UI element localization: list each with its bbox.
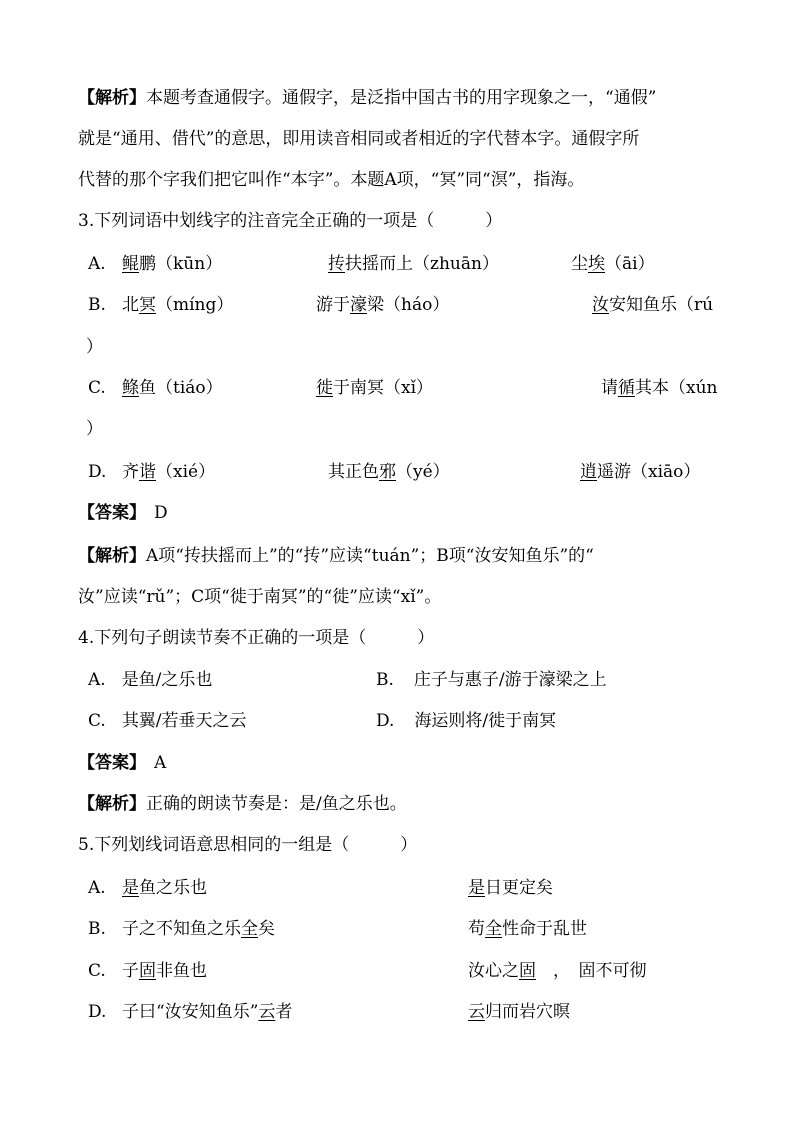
q4-option-c: C. 其翼/若垂天之云	[88, 711, 247, 731]
q5-option-c-letter: C.	[88, 961, 106, 981]
q5-option-a-left: 是鱼之乐也	[122, 878, 207, 898]
q3-option-b-letter: B.	[88, 295, 106, 315]
analysis-text: 本题考查通假字。通假字，是泛指中国古书的用字现象之一，“通假”	[146, 88, 657, 108]
question-3-stem: 3.下列词语中划线字的注音完全正确的一项是（ ）	[78, 211, 503, 231]
q5-option-d-letter: D.	[88, 1002, 107, 1022]
question-4-stem: 4.下列句子朗读节奏不正确的一项是（ ）	[78, 628, 435, 648]
answer-label: 【答案】	[78, 753, 146, 773]
q4-option-a: A. 是鱼/之乐也	[88, 670, 213, 690]
q5-option-c-left: 子固非鱼也	[122, 961, 207, 981]
q5-option-a-letter: A.	[88, 878, 106, 898]
q3-option-d-1: 齐谐（xié）	[122, 462, 216, 482]
answer-value: A	[154, 753, 167, 773]
q3-option-a-1: 鲲鹏（kūn）	[122, 254, 223, 274]
q3-answer	[78, 502, 168, 524]
q5-option-d-right: 云归而岩穴暝	[468, 1002, 570, 1022]
question-5-stem: 5.下列划线词语意思相同的一组是（ ）	[78, 835, 418, 855]
q4-option-b: B. 庄子与惠子/游于濠梁之上	[376, 670, 607, 690]
analysis-line-3: 代替的那个字我们把它叫作“本字”。本题A项，“冥”同“溟”，指海。	[78, 170, 585, 190]
analysis-label: 【解析】	[78, 546, 146, 566]
answer-value: D	[154, 503, 168, 523]
q3-option-a-3: 尘埃（āi）	[571, 254, 655, 274]
q3-option-a-2: 抟扶摇而上（zhuān）	[328, 254, 499, 274]
q3-option-d-letter: D.	[88, 462, 107, 482]
q3-option-a-letter: A.	[88, 254, 106, 274]
q5-option-d-left: 子曰“汝安知鱼乐”云者	[122, 1002, 293, 1022]
q3-option-c-3: 请循其本（xún	[601, 378, 718, 398]
q5-option-c-right: 汝心之固 ， 固不可彻	[468, 961, 647, 981]
q5-option-b-left: 子之不知鱼之乐全矣	[122, 919, 275, 939]
q4-option-d: D. 海运则将/徙于南冥	[376, 711, 557, 731]
q3-option-b-continuation: ）	[86, 337, 103, 357]
q3-option-d-3: 逍遥游（xiāo）	[580, 462, 701, 482]
analysis-label: 【解析】	[78, 794, 146, 814]
q3-option-c-2: 徙于南冥（xǐ）	[316, 378, 434, 398]
q3-analysis-line-2: 汝”应读“rǔ”；C项“徙于南冥”的“徙”应读“xǐ”。	[78, 587, 442, 607]
q3-option-c-letter: C.	[88, 378, 106, 398]
q5-option-b-letter: B.	[88, 919, 106, 939]
q3-option-b-1: 北冥（míng）	[122, 295, 234, 315]
q5-option-a-right: 是日更定矣	[468, 878, 553, 898]
q3-option-d-2: 其正色邪（yé）	[328, 462, 450, 482]
q4-answer	[78, 752, 166, 774]
q3-option-c-1: 鲦鱼（tiáo）	[122, 378, 223, 398]
q5-option-b-right: 苟全性命于乱世	[468, 919, 587, 939]
q3-option-b-2: 游于濠梁（háo）	[316, 295, 450, 315]
q3-option-c-continuation: ）	[86, 419, 103, 439]
analysis-label: 【解析】	[78, 88, 146, 108]
q3-option-b-3: 汝安知鱼乐（rú	[592, 295, 714, 315]
analysis-line-2: 就是“通用、借代”的意思，即用读音相同或者相近的字代替本字。通假字所	[78, 129, 640, 149]
answer-label: 【答案】	[78, 503, 146, 523]
q4-analysis: 【解析】正确的朗读节奏是：是/鱼之乐也。	[78, 794, 407, 814]
analysis-line-1	[78, 87, 656, 109]
q3-analysis-line-1: 【解析】A项“抟扶摇而上”的“抟”应读“tuán”；B项“汝安知鱼乐”的“	[78, 546, 594, 566]
